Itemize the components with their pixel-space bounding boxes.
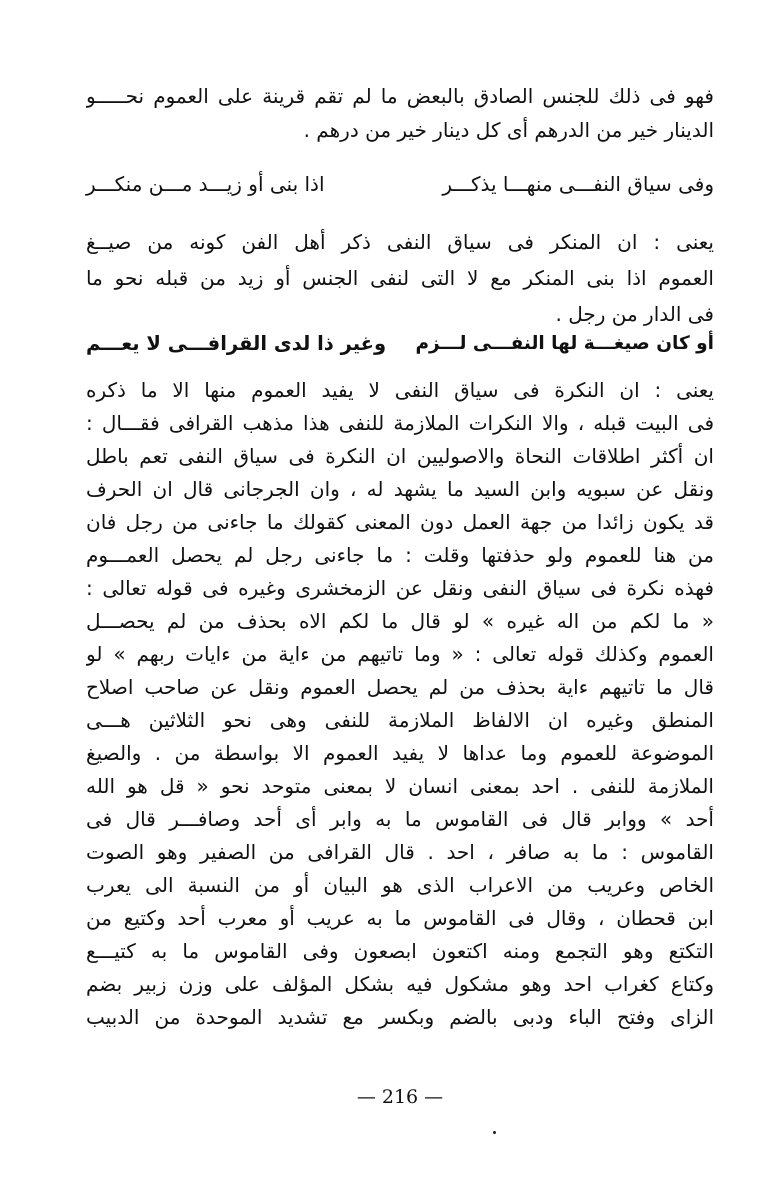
verse-line-2 xyxy=(86,324,714,364)
text-line: من هنا للعموم ولو حذفتها وقلت : ما جاءنى رجل لم يحصل العمـــوم xyxy=(86,543,714,567)
text-line: المنطق وغيره ان الالفاظ الملازمة للنفى وهى نحو الثلاثين هـــى xyxy=(86,708,714,732)
text-line: الخاص وعريب من الاعراب الذى هو البيان أو من النسبة الى يعرب xyxy=(86,873,714,897)
text-line: قد يكون زائدا من جهة العمل دون المعنى كقولك ما جاءنى من رجل فان xyxy=(86,510,714,534)
verse-line-1 xyxy=(86,164,714,204)
text-line: فهو فى ذلك للجنس الصادق بالبعض ما لم تقم قرينة على العموم نحـــــو xyxy=(86,84,714,108)
text-line: فى الدار من رجل . xyxy=(555,302,714,326)
verse-left-hemistich: وغير ذا لدى القرافـــى لا يعـــم xyxy=(86,332,387,355)
text-line: وكتاع كغراب احد وهو مشكول فيه بشكل المؤلف على وزن زبير بضم xyxy=(86,972,714,996)
text-line: قال ما تاتيهم ءاية بحذف من لم يحصل العموم ونقل عن صاحب اصلاح xyxy=(86,675,714,699)
verse-right-hemistich: أو كان صيغـــة لها النفـــى لـــزم xyxy=(415,333,714,354)
verse-left-hemistich: اذا بنى أو زيـــد مـــن منكـــر xyxy=(86,172,325,196)
text-line: ابن قحطان ، وقال فى القاموس ما به عريب أو معرب أحد وكتيع من xyxy=(86,906,714,930)
text-line: الموضوعة للعموم وما عداها لا يفيد العموم الا بواسطة من . والصيغ xyxy=(86,741,714,765)
book-page xyxy=(86,70,714,1130)
text-line: التكتع وهو التجمع ومنه اكتعون ابصعون وفى القاموس ما به كتيـــع xyxy=(86,939,714,963)
text-line: فى البيت قبله ، والا النكرات الملازمة للنفى هذا مذهب القرافى فقـــال : xyxy=(86,411,714,435)
ink-speck xyxy=(493,1131,496,1134)
text-line: الزاى وفتح الباء ودبى بالضم وبكسر مع تشديد الموحدة من الدبيب xyxy=(86,1005,714,1029)
text-line: أحد » ووابر قال فى القاموس ما به وابر أى أحد وصافـــر قال فى xyxy=(86,807,714,831)
text-line: « ما لكم من اله غيره » لو قال ما لكم الاه بحذف من لم يحصـــل xyxy=(86,609,714,633)
text-line: الملازمة للنفى . احد بمعنى انسان لا بمعنى متوحد نحو « قل هو الله xyxy=(86,774,714,798)
text-line: العموم اذا بنى المنكر مع لا التى لنفى الجنس أو زيد من قبله نحو ما xyxy=(86,266,714,290)
page-number: — 216 — xyxy=(356,1086,444,1108)
text-line: ان أكثر اطلاقات النحاة والاصوليين ان النكرة فى سياق النفى تعم باطل xyxy=(86,444,714,468)
text-line: القاموس : ما به صافر ، احد . قال القرافى من الصفير وهو الصوت xyxy=(86,840,714,864)
text-line: يعنى : ان النكرة فى سياق النفى لا يفيد العموم منها الا ما ذكره xyxy=(86,378,714,402)
text-line: يعنى : ان المنكر فى سياق النفى ذكر أهل الفن كونه من صيــغ xyxy=(86,230,714,254)
text-line: الدينار خير من الدرهم أى كل دينار خير من درهم . xyxy=(303,118,714,142)
text-line: فهذه نكرة فى سياق النفى ونقل عن الزمخشرى وغيره فى قوله تعالى : xyxy=(86,576,714,600)
verse-right-hemistich: وفى سياق النفـــى منهـــا يذكـــر xyxy=(442,172,714,196)
text-line: العموم وكذلك قوله تعالى : « وما تاتيهم من ءاية من ءايات ربهم » لو xyxy=(86,642,714,666)
text-line: ونقل عن سبويه وابن السيد ما يشهد له ، وان الجرجانى قال ان الحرف xyxy=(86,477,714,501)
